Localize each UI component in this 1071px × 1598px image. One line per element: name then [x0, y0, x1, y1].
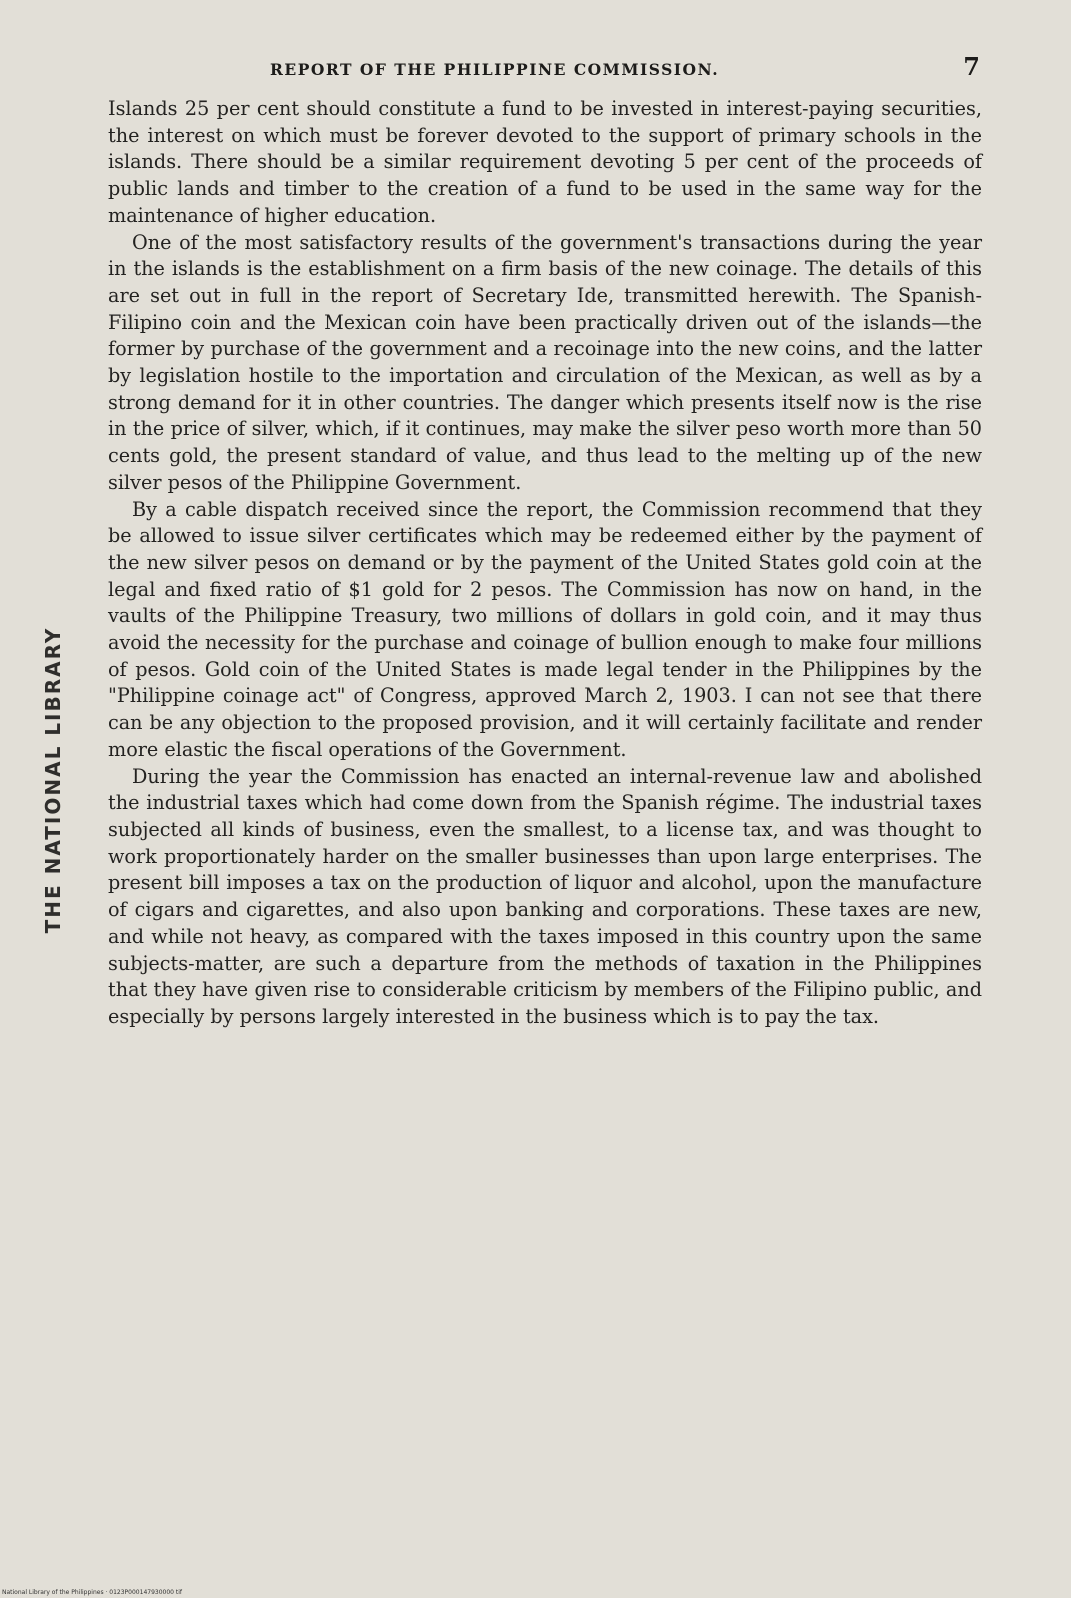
paragraph-4: During the year the Commission has enacted an internal-revenue law and abolished the industrial taxes which had come down from the Spanish régime. The industrial taxes subjected all kinds of business, even the smallest, to a license tax, and was thought to work proportionately harder on the smaller businesses than upon large enterprises. The present bill imposes a tax on the production of liquor and alcohol, upon the manufacture of cigars and cigarettes, and also upon banking and corporations. These taxes are new, and while not heavy, as compared with the taxes imposed in this country upon the same subjects-matter, are such a departure from the methods of taxation in the Philippines that they have given rise to considerable criticism by members of the Filipino public, and especially by persons largely interested in the business which is to pay the tax.: [108, 764, 982, 1028]
page-number: 7: [963, 52, 980, 81]
paragraph-3: By a cable dispatch received since the report, the Commission recommend that they be allowed to issue silver certificates which may be redeemed either by the payment of the new silver pesos on demand or by the payment of the United States gold coin at the legal and fixed ratio of $1 gold for 2 pesos. The Commission has now on hand, in the vaults of the Philippine Treasury, two millions of dollars in gold coin, and it may thus avoid the necessity for the purchase and coinage of bullion enough to make four millions of pesos. Gold coin of the United States is made legal tender in the Philippines by the "Philippine coinage act" of Congress, approved March 2, 1903. I can not see that there can be any objection to the proposed provision, and it will certainly facilitate and render more elastic the fiscal operations of the Government.: [108, 497, 982, 761]
scan-footer: National Library of the Philippines · 0123P000147930000 tif: [2, 1589, 183, 1596]
body-text: [108, 96, 982, 1031]
running-title: REPORT OF THE PHILIPPINE COMMISSION.: [270, 60, 720, 79]
running-head: [110, 52, 980, 88]
library-stamp: [18, 600, 88, 960]
library-stamp-text: THE NATIONAL LIBRARY: [41, 626, 65, 934]
paragraph-1: Islands 25 per cent should constitute a fund to be invested in interest-paying securities, the interest on which must be forever devoted to the support of primary schools in the islands. There should be a similar requirement devoting 5 per cent of the proceeds of public lands and timber to the creation of a fund to be used in the same way for the maintenance of higher education.: [108, 97, 982, 227]
paragraph-2: One of the most satisfactory results of the government's transactions during the year in the islands is the establishment on a firm basis of the new coinage. The details of this are set out in full in the report of Secretary Ide, transmitted herewith. The Spanish-Filipino coin and the Mexican coin have been practically driven out of the islands—the former by purchase of the government and a recoinage into the new coins, and the latter by legislation hostile to the importation and circulation of the Mexican, as well as by a strong demand for it in other countries. The danger which presents itself now is the rise in the price of silver, which, if it continues, may make the silver peso worth more than 50 cents gold, the present standard of value, and thus lead to the melting up of the new silver pesos of the Philippine Government.: [108, 230, 982, 494]
